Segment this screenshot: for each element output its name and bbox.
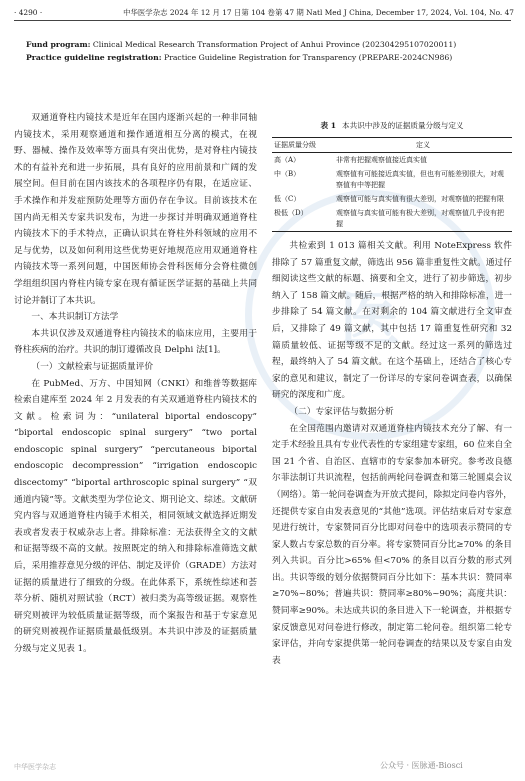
table-header-cell: 定义 (334, 138, 512, 153)
expert-paragraph: 在全国范围内邀请对双通道脊柱内镜技术充分了解、有一定手术经验且具有专业代表性的专家组建专家组，60 位来自全国 21 个省、自治区、直辖市的专家参加本研究。参考改良德尔菲法制订共识流程，包括前两轮问卷调查和第三轮圆桌会议（网络）。第一轮问卷调查为开放式提问，除拟定问卷内容外，还提供专家自由发表意见的“其他”选项。评估结束后对专家意见进行统计，专家赞同百分比即对问卷中的选项表示赞同的专家人数占专家总数的百分率。将专家赞同百分比≥70% 的条目列入共识。百分比>65% 但<70% 的条目以百分数的形式列出。共识等级的划分依据赞同百分比如下：基本共识：赞同率≥70%~80%；普遍共识：赞同率≥80%~90%；高度共识：赞同率≥90%。未达成共识的条目进入下一轮调查，并根据专家反馈意见对问卷进行修改，制定第二轮问卷。组织第二轮专家评估，并向专家提供第一轮问卷调查的结果以及专家自由发表 (272, 423, 512, 666)
fund-block (14, 38, 511, 64)
table-cell-definition: 观察值与真实值可能有极大差别，对观察值几乎没有把握 (334, 206, 512, 232)
table-title: 本共识中涉及的证据质量分级与定义 (342, 121, 464, 130)
table-cell-grade: 中（B） (274, 169, 301, 178)
left-column (14, 110, 257, 658)
table-cell-definition: 非常有把握观察值接近真实值 (336, 155, 427, 164)
right-column (272, 238, 512, 669)
page-number: · 4290 · (14, 7, 43, 17)
table-cell-definition: 观察值可能与真实值有很大差别，对观察值的把握有限 (336, 194, 504, 203)
table-header-row (272, 138, 512, 153)
subsection-heading-expert: （二）专家评估与数据分析 (289, 406, 394, 417)
fund-program-label: Fund program: (26, 40, 91, 49)
literature-paragraph: 在 PubMed、万方、中国知网（CNKI）和维普等数据库检索自建库至 2024 年 2 月发表的有关双通道脊柱内镜技术的文献。检索词为：“unilateral biportal endoscopy” “biportal endoscopic spinal surgery” “two portal endoscopic spinal surgery” “percutaneous biportal endoscopic decompression” “irrigation endoscopic discectomy” “biportal arthroscopic spinal surgery” “双通道内镜”等。文献类型为学位论文、期刊论文、综述。文献研究内容与双通道脊柱内镜手术相关，相同领域文献选择近期发表或者发表于权威杂志上者。排除标准：无法获得全文的文献和证据等级不高的文献。按照既定的纳入和排除标准筛选文献后，采用推荐意见分级的评估、制定及评价（GRADE）方法对证据的质量进行了细致的分级。在此体系下，系统性综述和荟萃分析、随机对照试验（RCT）被归类为高等级证据。观察性研究则被评为较低质量证据等级，而个案报告和基于专家意见的研究则被视作证据质量最低级别。本共识中涉及的证据质量分级与定义见表 1。 (14, 378, 257, 654)
table-label: 表 1 (320, 121, 337, 130)
intro-paragraph: 双通道脊柱内镜技术是近年在国内逐渐兴起的一种非同轴内镜技术，采用观察通道和操作通道相互分离的模式，在视野、器械、操作及效率等方面具有突出优势，是对脊柱内镜技术的有益补充和进一步拓展，具有良好的应用前景和广阔的发展空间。但目前在国内该技术的各项程序仍有限，在适应证、手术操作和并发症预防处理等方面仍存在争议。目前该技术在国内尚无相关专家共识发布，为进一步探讨并明确双通道脊柱内镜技术下的手术特点，正确认识其在脊柱外科领域的应用不足与优势，以及如何利用这些优势更好地规范应用双通道脊柱内镜技术等一系列问题，中国医师协会骨科医师分会脊柱微创学组组织国内脊柱内镜专家在现有循证医学证据的基础上共同讨论并制订了本共识。 (14, 113, 257, 306)
table-caption (272, 120, 512, 131)
table-cell-definition: 观察值有可能接近真实值，但也有可能差别很大，对观察值有中等把握 (336, 169, 504, 189)
guideline-registration (14, 51, 511, 64)
watermark-text: 医 (340, 285, 400, 355)
header-rule (14, 20, 511, 21)
table-row (272, 192, 512, 206)
methodology-paragraph: 本共识仅涉及双通道脊柱内镜技术的临床应用，主要用于脊柱疾病的治疗。共识的制订遵循改良 Delphi 法[1]。 (14, 328, 257, 356)
table-row (272, 153, 512, 168)
table-row (272, 167, 512, 192)
subsection-heading-literature: （一）文献检索与证据质量评价 (31, 361, 154, 372)
table-cell-grade: 极低（D） (272, 206, 334, 232)
screening-paragraph: 共检索到 1 013 篇相关文献。利用 NoteExpress 软件排除了 57 篇重复文献，筛选出 956 篇非重复性文献。通过仔细阅读这些文献的标题、摘要和全文，进行了初步筛选，初步纳入了 158 篇文献。随后，根据严格的纳入和排除标准，进一步排除了 54 篇文献。在对剩余的 104 篇文献进行全文审查后，又排除了 49 篇文献，其中包括 17 篇重复性研究和 32 篇质量较低、证据等级不足的文献。经过这一系列的筛选过程，最终纳入了 54 篇文献。在这个基础上，还结合了核心专家的意见和建议，制定了一份详尽的专家问卷调查表，以确保研究的深度和广度。 (272, 241, 512, 401)
registration-text: Practice Guideline Registration for Transparency (PREPARE-2024CN986) (161, 53, 453, 62)
running-header (14, 4, 514, 20)
evidence-table (272, 120, 512, 232)
table-cell-grade: 低（C） (274, 194, 301, 203)
evidence-grade-table (272, 137, 512, 232)
footer-wechat-mark: 公众号 · 医脉通-Biosci (380, 761, 463, 770)
table-row (272, 206, 512, 232)
table-header-cell: 证据质量分级 (272, 138, 334, 153)
fund-program-text: Clinical Medical Research Transformation Project of Anhui Province (202304295107020011) (90, 40, 457, 49)
section-heading-methodology: 一、本共识制订方法学 (31, 312, 119, 323)
table-cell-grade: 高（A） (274, 155, 301, 164)
footer-journal-mark: 中华医学杂志 (14, 763, 56, 771)
fund-program (14, 38, 511, 51)
journal-citation: 中华医学杂志 2024 年 12 月 17 日第 104 卷第 47 期 Natl Med J China, December 17, 2024, Vol. 104, No. 47 (123, 7, 514, 17)
registration-label: Practice guideline registration: (26, 53, 162, 62)
